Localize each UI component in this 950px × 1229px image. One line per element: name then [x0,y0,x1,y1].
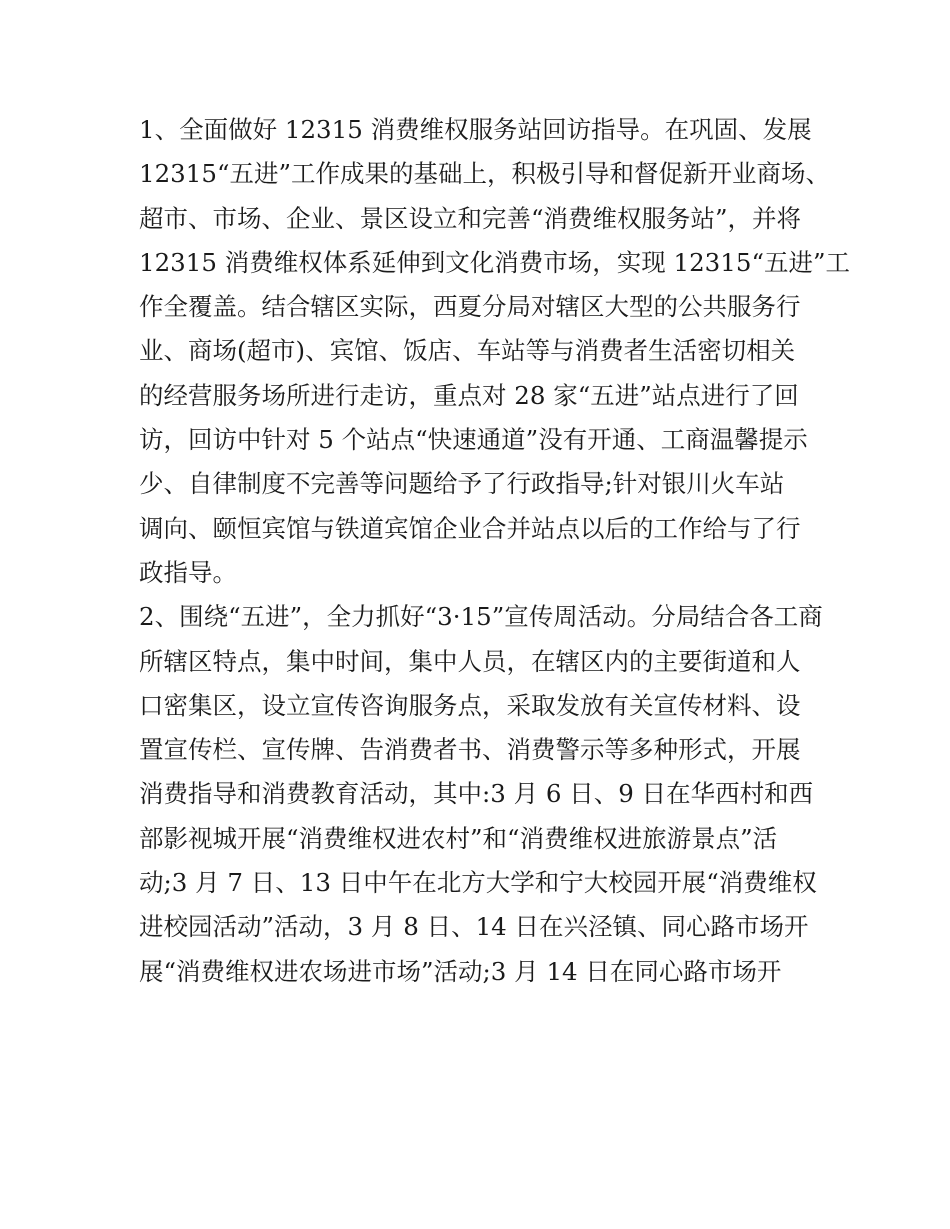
text-line: 业、商场(超市)、宾馆、饭店、车站等与消费者生活密切相关 [139,336,796,366]
text-line: 少、自律制度不完善等问题给予了行政指导;针对银川火车站 [139,469,785,499]
text-line: 访，回访中针对 5 个站点“快速通道”没有开通、工商温馨提示 [139,425,808,455]
text-line: 12315 消费维权体系延伸到文化消费市场，实现 12315“五进”工 [139,247,851,277]
text-line: 12315“五进”工作成果的基础上，积极引导和督促新开业商场、 [139,159,830,189]
text-line: 政指导。 [139,557,237,587]
text-line: 所辖区特点，集中时间，集中人员，在辖区内的主要街道和人 [139,646,801,676]
text-line: 消费指导和消费教育活动，其中:3 月 6 日、9 日在华西村和西 [139,779,814,809]
body-text [139,108,851,994]
text-line: 1、全面做好 12315 消费维权服务站回访指导。在巩固、发展 [139,115,812,144]
text-line: 的经营服务场所进行走访，重点对 28 家“五进”站点进行了回 [139,380,799,410]
text-line: 展“消费维权进农场进市场”活动;3 月 14 日在同心路市场开 [139,956,782,986]
text-line: 置宣传栏、宣传牌、告消费者书、消费警示等多种形式，开展 [139,735,801,765]
text-line: 动;3 月 7 日、13 日中午在北方大学和宁大校园开展“消费维权 [139,868,817,898]
text-line: 超市、市场、企业、景区设立和完善“消费维权服务站”，并将 [139,203,802,233]
text-line: 进校园活动”活动，3 月 8 日、14 日在兴泾镇、同心路市场开 [139,912,809,942]
text-line: 作全覆盖。结合辖区实际，西夏分局对辖区大型的公共服务行 [139,292,801,322]
text-line: 口密集区，设立宣传咨询服务点，采取发放有关宣传材料、设 [139,690,801,720]
text-line: 部影视城开展“消费维权进农村”和“消费维权进旅游景点”活 [139,823,778,853]
text-line: 调向、颐恒宾馆与铁道宾馆企业合并站点以后的工作给与了行 [139,513,801,543]
text-line: 2、围绕“五进”，全力抓好“3·15”宣传周活动。分局结合各工商 [139,602,823,632]
